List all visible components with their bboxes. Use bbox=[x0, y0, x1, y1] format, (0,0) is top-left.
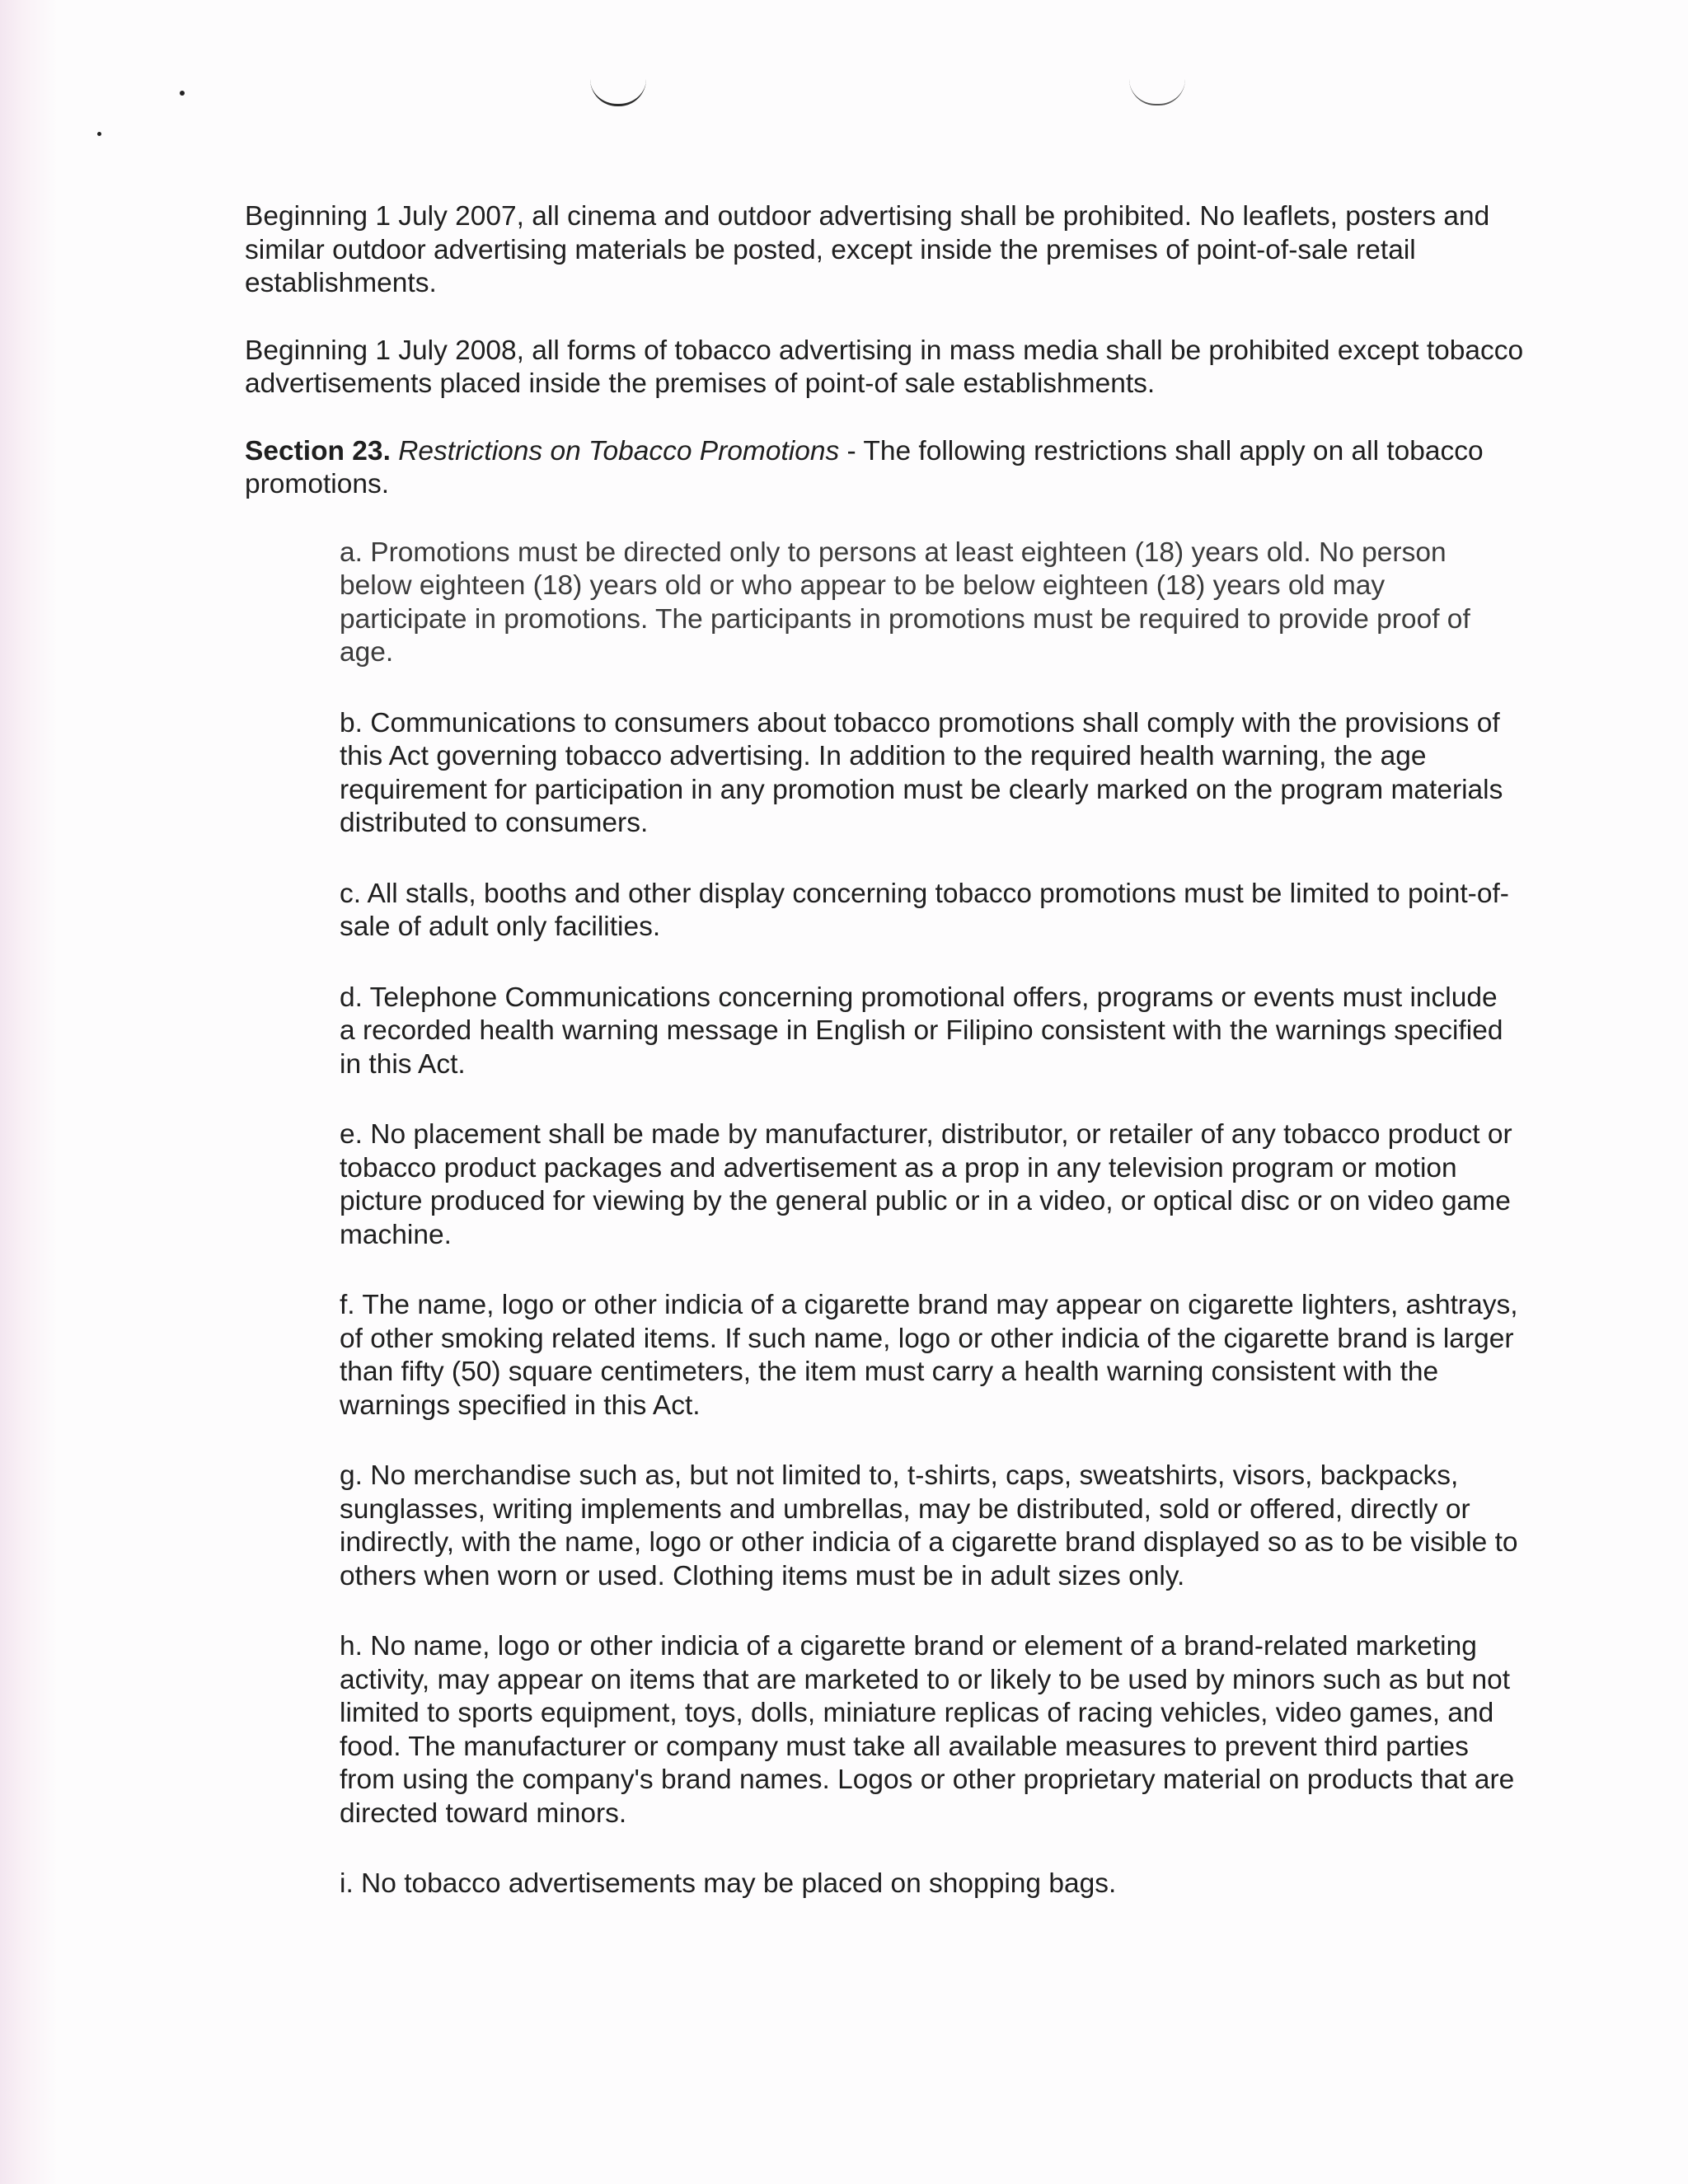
list-item: f. The name, logo or other indicia of a cigarette brand may appear on cigarette lighters, ashtrays, of other smoking related items. If such name, logo or other indicia of the cigarette brand is larger than fifty (50) square centimeters, the item must carry a health warning consistent with the warnings specified in this Act. bbox=[340, 1290, 1518, 1421]
section-title: Restrictions on Tobacco Promotions bbox=[398, 435, 840, 466]
list-item: e. No placement shall be made by manufacturer, distributor, or retailer of any tobacco product or tobacco product packages and advertisement as a prop in any television program or motion picture produced for viewing by the general public or in a video, or optical disc or on video game machine. bbox=[340, 1119, 1512, 1250]
list-item: c. All stalls, booths and other display concerning tobacco promotions must be limited to point-of-sale of adult only facilities. bbox=[340, 878, 1509, 942]
punch-hole-mark bbox=[590, 79, 646, 106]
document-page bbox=[245, 200, 1531, 1938]
section-text: - The following restrictions shall apply on all tobacco promotions. bbox=[245, 435, 1484, 499]
list-item: b. Communications to consumers about tobacco promotions shall comply with the provisions of this Act governing tobacco advertising. In addition to the required health warning, the age requirement for participation in any promotion must be clearly marked on the program materials distributed to consumers. bbox=[340, 707, 1503, 838]
section-heading-paragraph bbox=[245, 435, 1531, 502]
section-number: Section 23. bbox=[245, 435, 391, 466]
intro-paragraph: Beginning 1 July 2008, all forms of tobacco advertising in mass media shall be prohibited except tobacco advertisements placed inside the premises of point-of sale establishments. bbox=[245, 335, 1524, 399]
list-item: a. Promotions must be directed only to persons at least eighteen (18) years old. No person below eighteen (18) years old or who appear to be below eighteen (18) years old may participate in promotions. The participants in promotions must be required to provide proof of age. bbox=[340, 537, 1470, 668]
list-item: d. Telephone Communications concerning promotional offers, programs or events must include a recorded health warning message in English or Filipino consistent with the warnings specified in this Act. bbox=[340, 982, 1503, 1080]
intro-paragraph: Beginning 1 July 2007, all cinema and outdoor advertising shall be prohibited. No leaflets, posters and similar outdoor advertising materials be posted, except inside the premises of point-of-sale retail establishments. bbox=[245, 201, 1490, 298]
scan-speck bbox=[97, 132, 101, 136]
list-item: g. No merchandise such as, but not limited to, t-shirts, caps, sweatshirts, visors, backpacks, sunglasses, writing implements and umbrellas, may be distributed, sold or offered, directly or indirectly, with the name, logo or other indicia of a cigarette brand displayed so as to be visible to others when worn or used. Clothing items must be in adult sizes only. bbox=[340, 1460, 1518, 1591]
scan-edge-shadow bbox=[0, 0, 58, 2184]
punch-hole-mark bbox=[1129, 79, 1185, 105]
list-item: i. No tobacco advertisements may be placed on shopping bags. bbox=[340, 1868, 1117, 1899]
restriction-list bbox=[340, 537, 1518, 1901]
scan-speck bbox=[180, 91, 185, 96]
list-item: h. No name, logo or other indicia of a cigarette brand or element of a brand-related marketing activity, may appear on items that are marketed to or likely to be used by minors such as but not limited to sports equipment, toys, dolls, miniature replicas of racing vehicles, video games, and food. The manufacturer or company must take all available measures to prevent third parties from using the company's brand names. Logos or other proprietary material on products that are directed toward minors. bbox=[340, 1631, 1515, 1829]
